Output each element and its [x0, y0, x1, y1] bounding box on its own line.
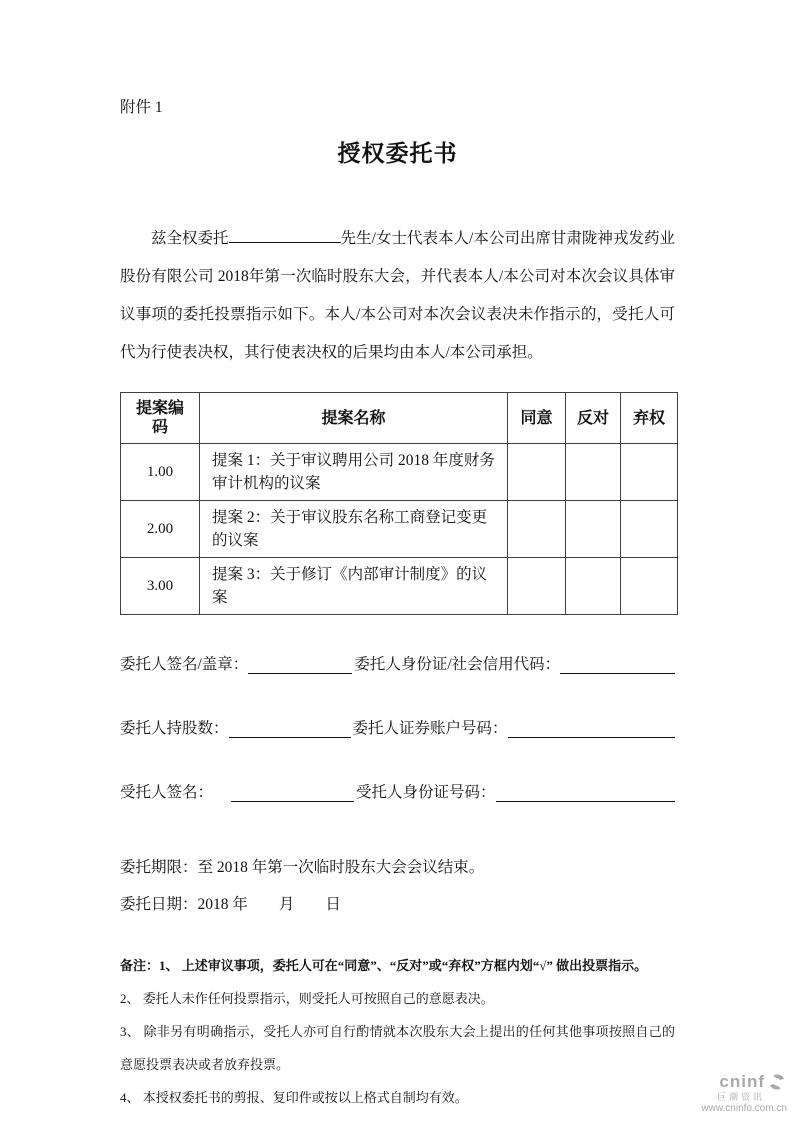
term-date: 委托日期：2018 年 月 日 — [120, 896, 341, 913]
signature-label: 委托人身份证/社会信用代码： — [354, 656, 561, 673]
note-item: 4、 本授权委托书的剪报、复印件或按以上格式自制均有效。 — [120, 1090, 468, 1105]
note-item: 备注：1、 上述审议事项，委托人可在“同意”、“反对”或“弃权”方框内划“√” 做出投票指示。 — [120, 958, 648, 973]
attachment-label: 附件 1 — [120, 99, 163, 116]
proposal-code: 1.00 — [121, 444, 200, 501]
cninfo-chinese: 巨潮资讯 — [716, 1092, 765, 1103]
note-item: 2、 委托人未作任何投票指示，则受托人可按照自己的意愿表决。 — [120, 991, 494, 1006]
signature-label: 受托人签名： — [120, 784, 214, 801]
column-header-name: 提案名称 — [200, 393, 508, 444]
terms-section — [120, 849, 675, 923]
proposal-code: 2.00 — [121, 501, 200, 558]
body-prefix: 兹全权委托 — [151, 230, 229, 247]
vote-cell-oppose — [566, 558, 621, 615]
term-duration: 委托期限：至 2018 年第一次临时股东大会会议结束。 — [120, 859, 485, 876]
proposal-name: 提案 3：关于修订《内部审计制度》的议案 — [200, 558, 508, 615]
body-suffix: 先生/女士代表本人/本公司出席甘肃陇神戎发药业股份有限公司 2018年第一次临时股东大会，并代表本人/本公司对本次会议具体审议事项的委托投票指示如下。本人/本公司对本次会议表决未作指示的，受托人可代为行使表决权，其行使表决权的后果均由本人/本公司承担。 — [120, 230, 675, 361]
note-item: 3、 除非另有明确指示，受托人亦可自行酌情就本次股东大会上提出的任何其他事项按照自己的意愿投票表决或者放弃投票。 — [120, 1024, 675, 1072]
proposal-code: 3.00 — [121, 558, 200, 615]
vote-cell-abstain — [621, 444, 678, 501]
document-title: 授权委托书 — [337, 141, 458, 166]
proposal-name: 提案 1：关于审议聘用公司 2018 年度财务审计机构的议案 — [200, 444, 508, 501]
cninfo-logo — [701, 1072, 787, 1114]
vote-cell-oppose — [566, 501, 621, 558]
table-row — [121, 501, 678, 558]
vote-cell-oppose — [566, 444, 621, 501]
signature-row — [120, 785, 675, 802]
signature-blank — [248, 658, 352, 674]
table-header-row — [121, 393, 678, 444]
cninfo-brand-line — [701, 1072, 787, 1092]
signature-blank — [231, 786, 354, 802]
cninfo-brand: cninf — [719, 1072, 765, 1092]
table-row — [121, 444, 678, 501]
column-header-oppose: 反对 — [566, 393, 621, 444]
cninfo-swirl-icon — [767, 1072, 787, 1092]
signature-label: 委托人签名/盖章： — [120, 656, 249, 673]
table-row — [121, 558, 678, 615]
column-header-abstain: 弃权 — [621, 393, 678, 444]
signature-label: 委托人持股数： — [120, 720, 229, 737]
proposal-name: 提案 2：关于审议股东名称工商登记变更的议案 — [200, 501, 508, 558]
notes-section — [120, 949, 675, 1114]
proposals-table — [120, 392, 678, 615]
body-paragraph — [120, 220, 675, 372]
signature-label: 受托人身份证号码： — [356, 784, 496, 801]
cninfo-url: www.cninfo.com.cn — [701, 1102, 787, 1114]
signature-blank — [508, 722, 675, 738]
principal-name-blank — [229, 228, 341, 243]
signature-blank — [560, 658, 675, 674]
signature-blank — [496, 786, 675, 802]
signature-row — [120, 657, 675, 674]
vote-cell-agree — [508, 558, 566, 615]
column-header-agree: 同意 — [508, 393, 566, 444]
signature-row — [120, 721, 675, 738]
vote-cell-agree — [508, 444, 566, 501]
signature-label: 委托人证券账户号码： — [352, 720, 508, 737]
vote-cell-abstain — [621, 501, 678, 558]
vote-cell-agree — [508, 501, 566, 558]
signature-blank — [229, 722, 351, 738]
column-header-code: 提案编码 — [121, 393, 200, 444]
vote-cell-abstain — [621, 558, 678, 615]
